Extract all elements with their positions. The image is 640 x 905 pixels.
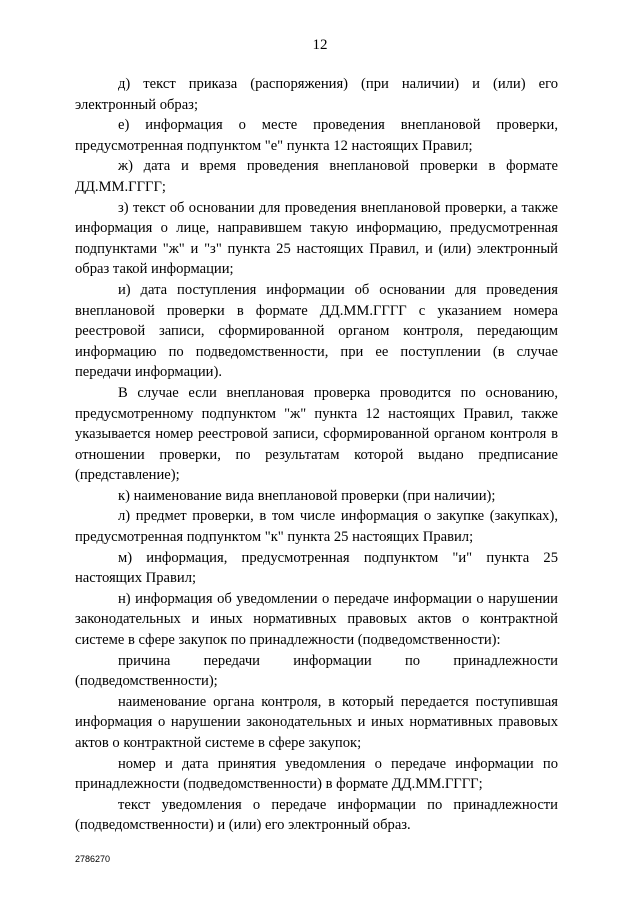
paragraph-notice-text: текст уведомления о передаче информации по принадлежности (подведомственности) и (или) его электронный образ. <box>75 796 558 834</box>
paragraph-d-order-text: д) текст приказа (распоряжения) (при наличии) и (или) его электронный образ; <box>75 76 558 113</box>
paragraph-notice-number-date: номер и дата принятия уведомления о передаче информации по принадлежности (подведомственности) в формате ДД.ММ.ГГГГ; <box>75 755 558 793</box>
paragraph-z-basis-text: з) текст об основании для проведения внеплановой проверки, а также информация о лице, направившем такую информацию, предусмотренная подпунктами "ж" и "з" пункта 25 настоящих Правил, и (или) электронный образ такой информации; <box>75 199 558 278</box>
paragraph-i-receipt-date: и) дата поступления информации об основании для проведения внеплановой проверки в формате ДД.ММ.ГГГГ с указанием номера реестровой записи, сформированной органом контроля, передающим информацию по подведомственности, при ее поступлении (в случае передачи информации). <box>75 281 558 381</box>
paragraph-k-inspection-type: к) наименование вида внеплановой проверки (при наличии); <box>118 487 496 504</box>
paragraph-zh-date-time: ж) дата и время проведения внеплановой проверки в формате ДД.ММ.ГГГГ; <box>75 158 558 195</box>
document-body <box>75 74 558 836</box>
paragraph-e-place-info: е) информация о месте проведения внеплановой проверки, предусмотренная подпунктом "е" пункта 12 настоящих Правил; <box>75 117 558 154</box>
paragraph-m-information: м) информация, предусмотренная подпунктом "и" пункта 25 настоящих Правил; <box>75 549 558 587</box>
paragraph-receiving-authority: наименование органа контроля, в который передается поступившая информация о нарушении законодательных и иных нормативных правовых актов о контрактной системе в сфере закупок; <box>75 693 558 751</box>
page-number: 12 <box>312 37 328 53</box>
paragraph-n-transfer-notice: н) информация об уведомлении о передаче информации о нарушении законодательных и иных нормативных правовых актов о контрактной системе в сфере закупок по принадлежности (подведомственности): <box>75 590 558 649</box>
paragraph-transfer-reason: причина передачи информации по принадлежности (подведомственности); <box>75 652 558 690</box>
paragraph-l-inspection-subject: л) предмет проверки, в том числе информация о закупке (закупках), предусмотренная подпунктом "к" пункта 25 настоящих Правил; <box>75 508 558 546</box>
document-id: 2786270 <box>75 854 111 864</box>
paragraph-registry-note: В случае если внеплановая проверка проводится по основанию, предусмотренному подпунктом "ж" пункта 12 настоящих Правил, также указывается номер реестровой записи, сформированной органом контроля в отношении проверки, по результатам которой выдано предписание (представление); <box>75 384 558 484</box>
